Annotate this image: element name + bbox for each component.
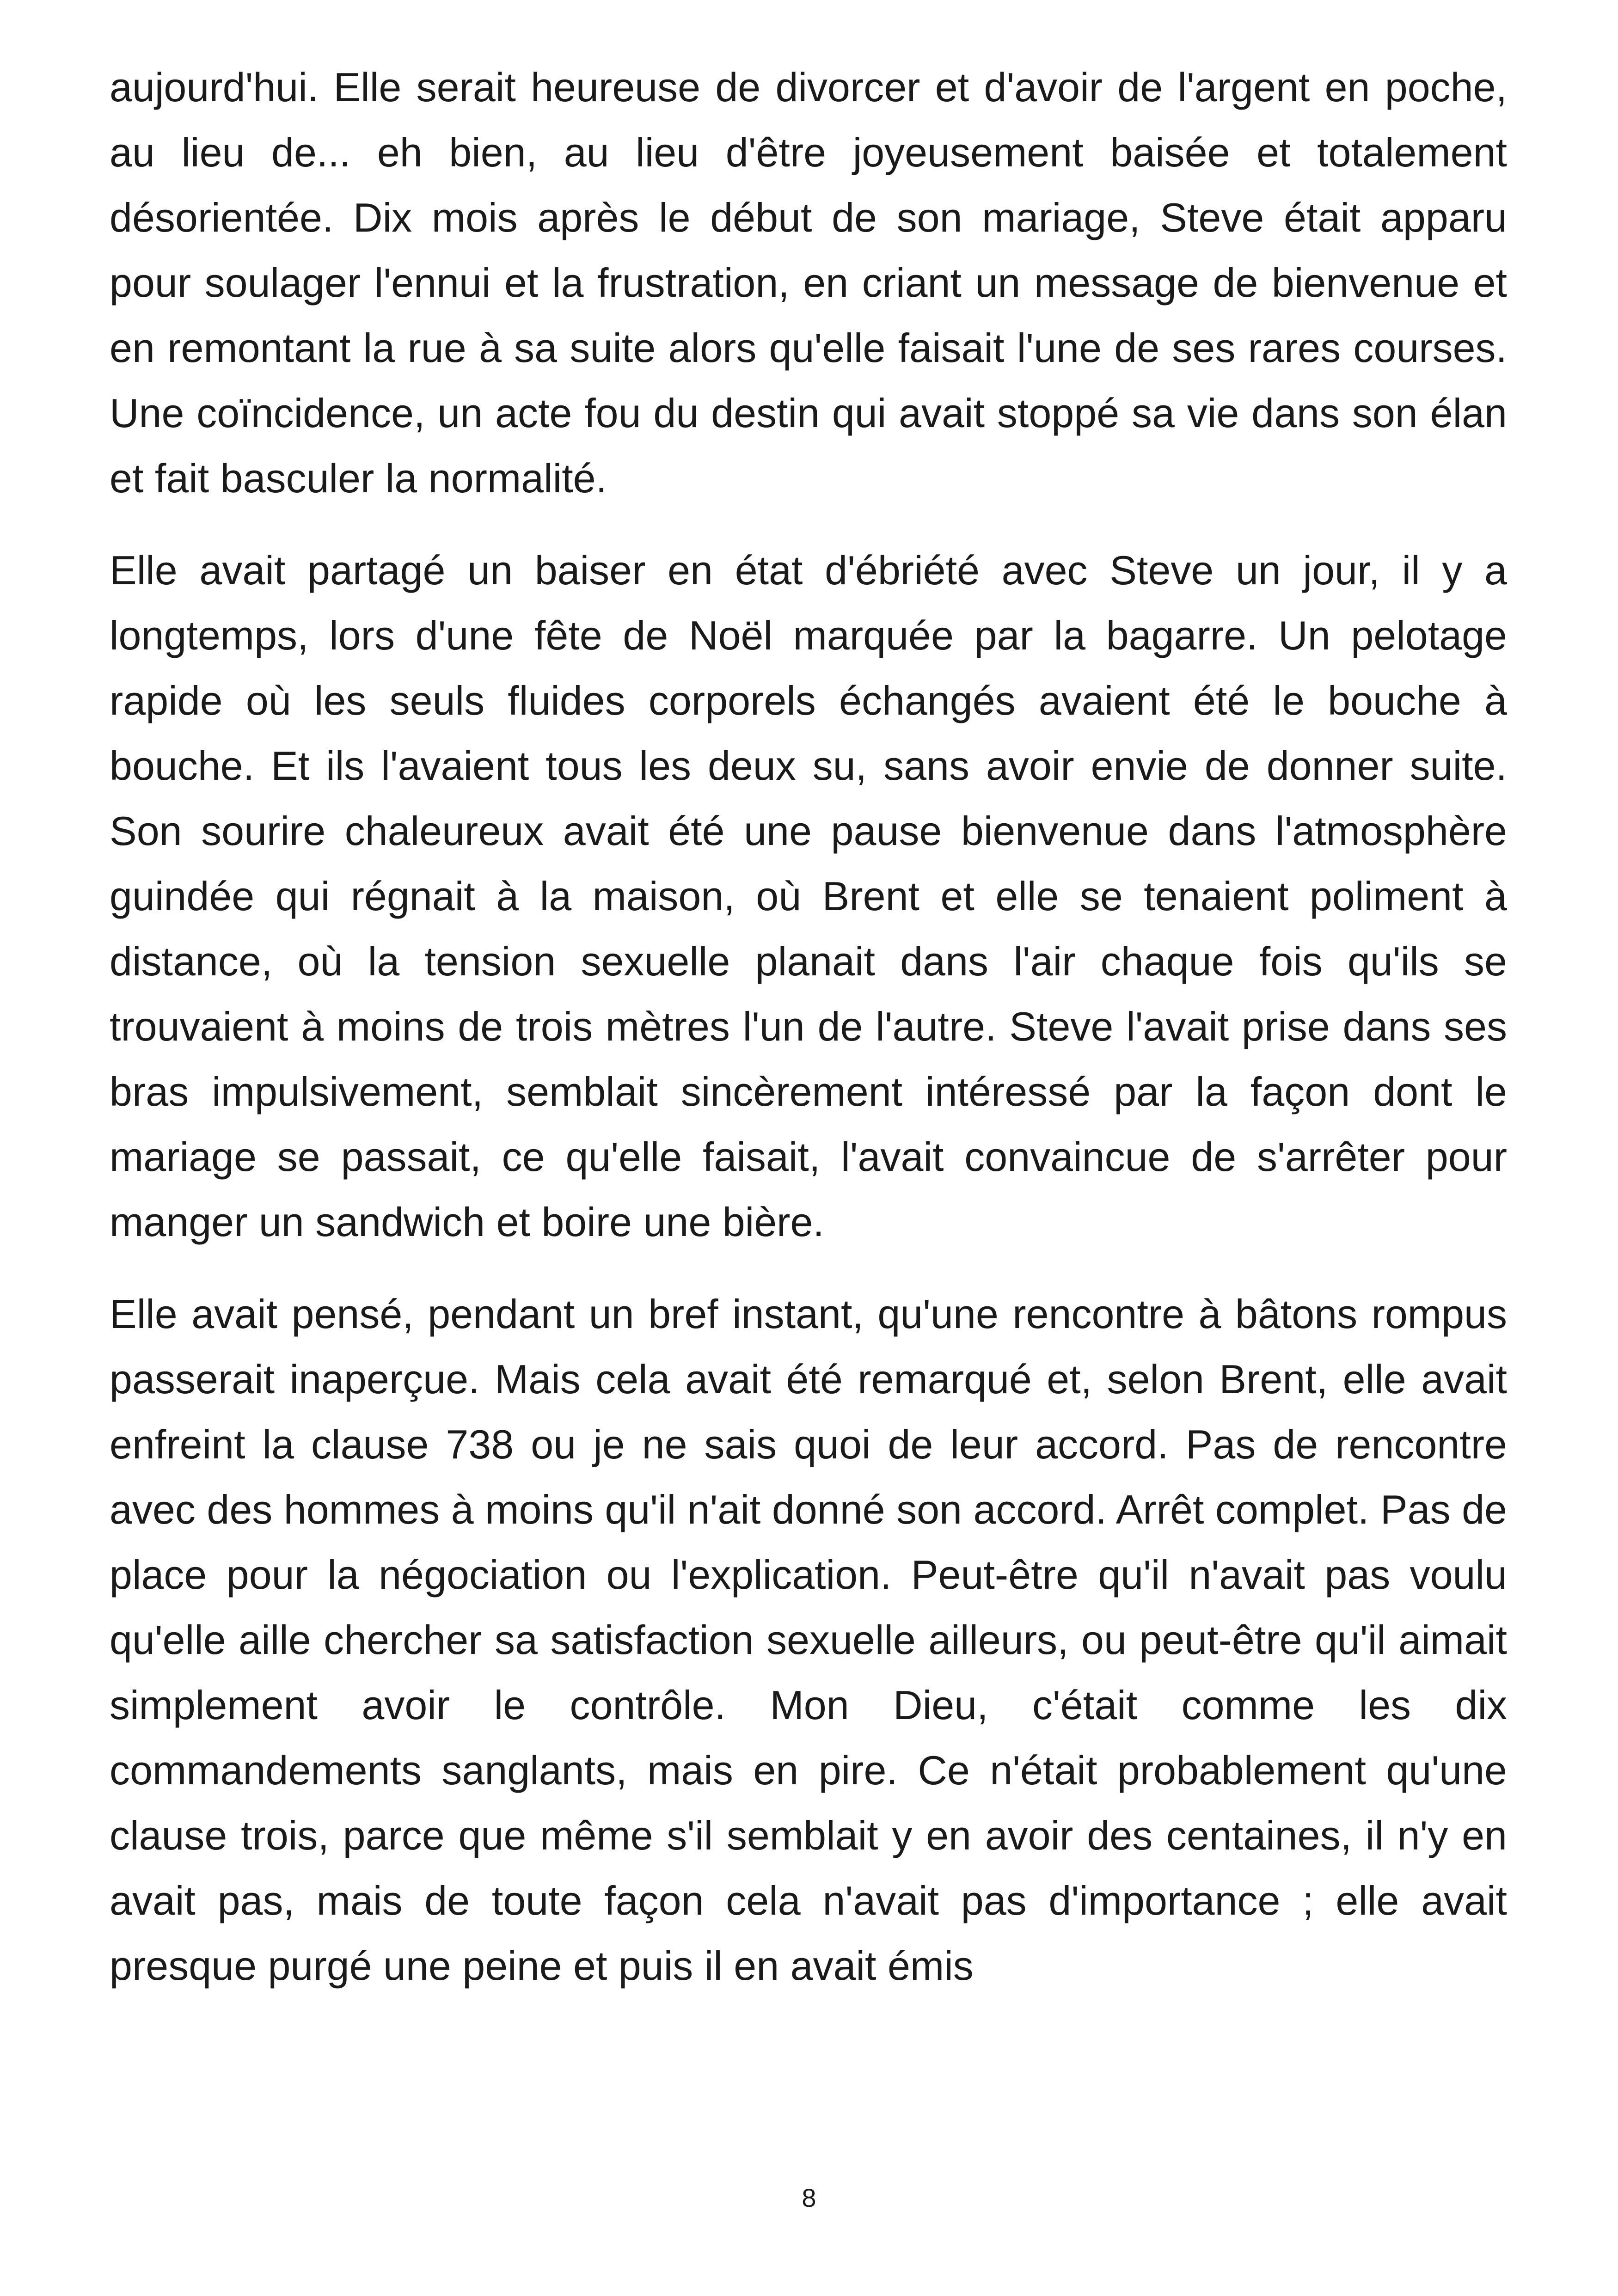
page-number: 8 xyxy=(802,2183,816,2212)
paragraph-1: aujourd'hui. Elle serait heureuse de divorcer et d'avoir de l'argent en poche, au lieu de... eh bien, au lieu d'être joyeusement baisée et totalement désorientée. Dix mois après le début de son mariage, Steve était apparu pour soulager l'ennui et la frustration, en criant un message de bienvenue et en remontant la rue à sa suite alors qu'elle faisait l'une de ses rares courses. Une coïncidence, un acte fou du destin qui avait stoppé sa vie dans son élan et fait basculer la normalité. xyxy=(110,64,1507,501)
paragraph-3: Elle avait pensé, pendant un bref instant, qu'une rencontre à bâtons rompus passerait inaperçue. Mais cela avait été remarqué et, selon Brent, elle avait enfreint la clause 738 ou je ne sais quoi de leur accord. Pas de rencontre avec des hommes à moins qu'il n'ait donné son accord. Arrêt complet. Pas de place pour la négociation ou l'explication. Peut-être qu'il n'avait pas voulu qu'elle aille chercher sa satisfaction sexuelle ailleurs, ou peut-être qu'il aimait simplement avoir le contrôle. Mon Dieu, c'était comme les dix commandements sanglants, mais en pire. Ce n'était probablement qu'une clause trois, parce que même s'il semblait y en avoir des centaines, il n'y en avait pas, mais de toute façon cela n'avait pas d'importance ; elle avait presque purgé une peine et puis il en avait émis xyxy=(110,1291,1507,1989)
body-text xyxy=(110,55,1507,1998)
paragraph-2: Elle avait partagé un baiser en état d'ébriété avec Steve un jour, il y a longtemps, lors d'une fête de Noël marquée par la bagarre. Un pelotage rapide où les seuls fluides corporels échangés avaient été le bouche à bouche. Et ils l'avaient tous les deux su, sans avoir envie de donner suite. Son sourire chaleureux avait été une pause bienvenue dans l'atmosphère guindée qui régnait à la maison, où Brent et elle se tenaient poliment à distance, où la tension sexuelle planait dans l'air chaque fois qu'ils se trouvaient à moins de trois mètres l'un de l'autre. Steve l'avait prise dans ses bras impulsivement, semblait sincèrement intéressé par la façon dont le mariage se passait, ce qu'elle faisait, l'avait convaincue de s'arrêter pour manger un sandwich et boire une bière. xyxy=(110,547,1507,1245)
